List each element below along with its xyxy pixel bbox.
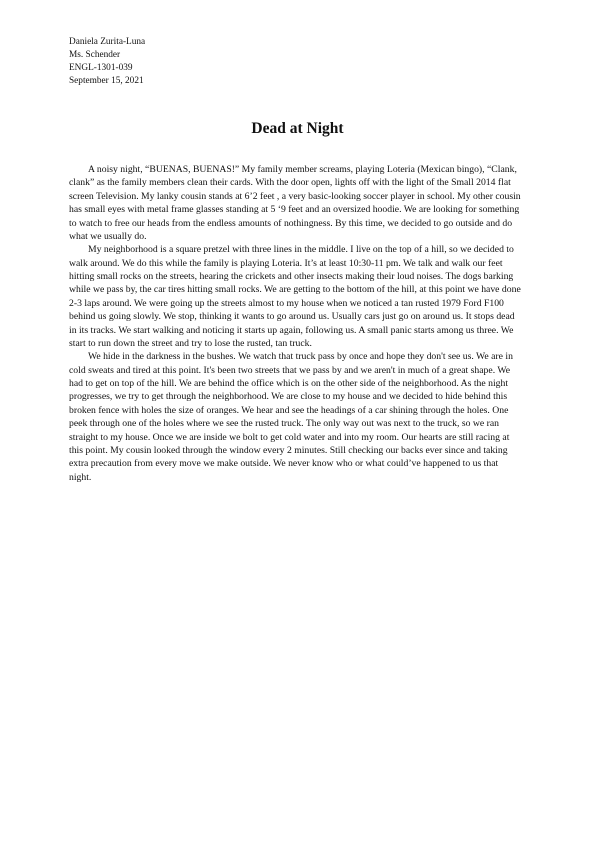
author-name: Daniela Zurita-Luna [69, 37, 146, 47]
course-code: ENGL-1301-039 [69, 63, 133, 74]
paragraph-2: My neighborhood is a square pretzel with three lines in the middle. I live on the top of a hill, so we decided to walk around. We do this while the family is playing Loteria. It’s at least 10:30-11 pm. We talk and walk our feet hitting small rocks on the streets, hearing the crickets and other insects making their loud noises. The dogs barking while we pass by, the car tires hitting small rocks. We are getting to the bottom of the hill, at this point we have done 2-3 laps around. We were going up the streets almost to my house when we noticed a tan rusted 1979 Ford F100 behind us going slowly. We stop, thinking it wants to go around us. Usually cars just go on around us. It stops dead in its tracks. We start walking and noticing it starts up again, following us. A small panic starts among us three. We start to run down the street and try to lose the rusted, tan truck. [69, 244, 521, 349]
essay-title: Dead at Night [251, 120, 344, 137]
heading-block [69, 36, 369, 88]
instructor-name: Ms. Schender [69, 50, 121, 61]
submission-date: September 15, 2021 [69, 76, 144, 87]
essay-body [69, 163, 521, 484]
paragraph-3: We hide in the darkness in the bushes. We watch that truck pass by once and hope they don't see us. We are in cold sweats and tired at this point. It's been two streets that we pass by and we aren't in much of a great shape. We had to get on top of the hill. We are behind the office which is on the other side of the neighborhood. As the night progresses, we try to get through the neighborhood. We are close to my house and we decided to hide behind this broken fence with holes the size of oranges. We hear and see the headings of a car shining through the holes. One peek through one of the holes where we see the rusted truck. The only way out was next to the truck, so we ran straight to my house. Once we are inside we bolt to get cold water and into my room. Our hearts are still racing at this point. My cousin looked through the window every 2 minutes. Still checking our backs ever since and taking extra precaution from every move we make outside. We never know who or what could’ve happened to us that night. [69, 351, 513, 483]
paragraph-1: A noisy night, “BUENAS, BUENAS!” My family member screams, playing Loteria (Mexican bingo), “Clank, clank” as the family members clean their cards. With the door open, lights off with the light of the Small 2014 flat screen Television. My lanky cousin stands at 6’2 feet , a very basic-looking soccer player in school. My other cousin has small eyes with metal frame glasses standing at 5 ‘9 feet and an oversized hoodie. We are looking for something to watch to free our heads from the endless amounts of nothingness. By this time, we decided to go outside and do what we usually do. [69, 164, 521, 242]
